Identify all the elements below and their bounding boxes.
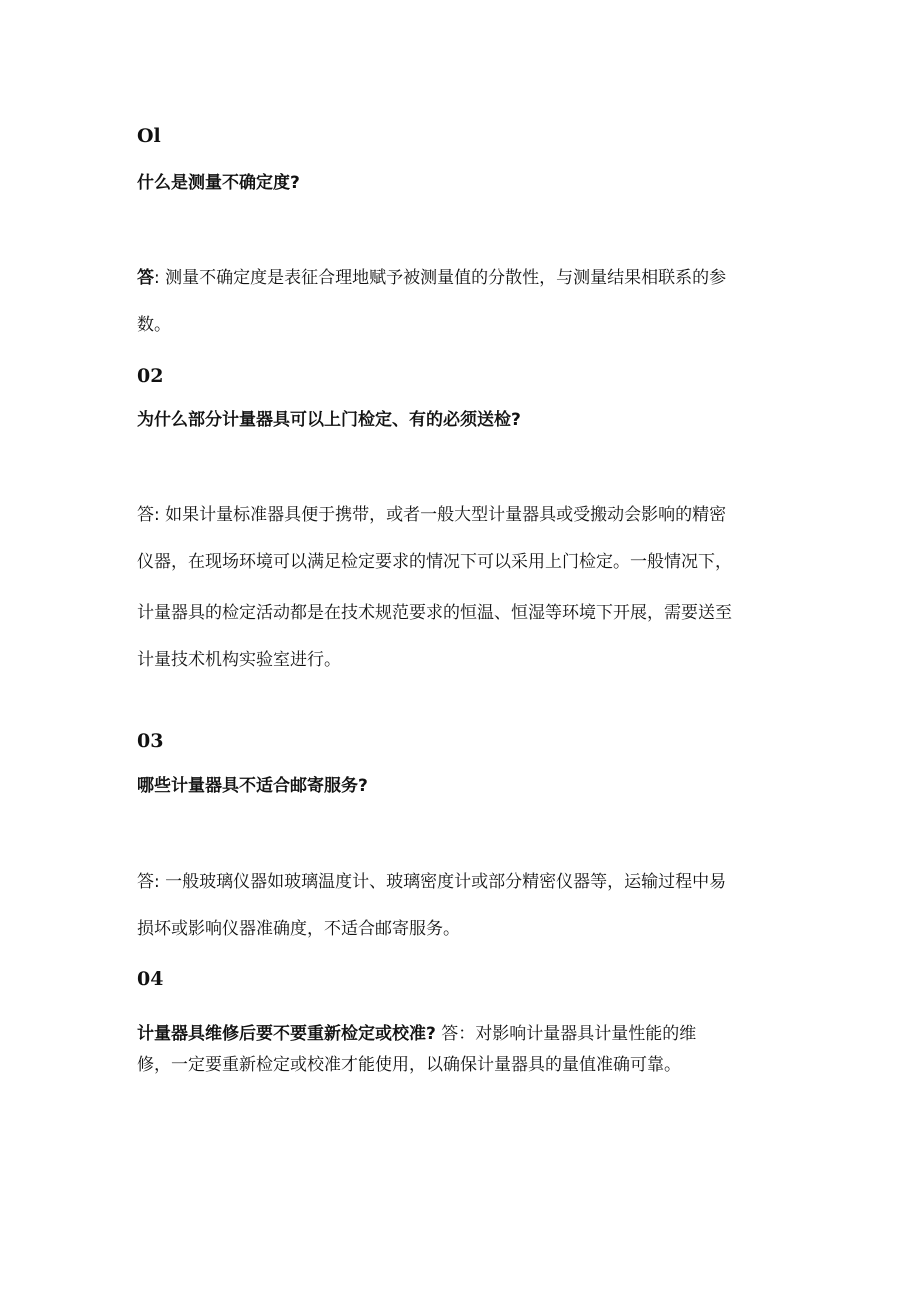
answer-line: 数。 (137, 315, 171, 335)
answer-line: 仪器，在现场环境可以满足检定要求的情况下可以采用上门检定。一般情况下， (137, 552, 732, 572)
question-heading: 计量器具维修后要不要重新检定或校准? (137, 1024, 436, 1044)
answer-text: 答：对影响计量器具计量性能的维 (435, 1024, 697, 1044)
item-number: Ol (137, 125, 161, 147)
answer-line (137, 266, 787, 290)
question-answer-line (137, 1022, 696, 1046)
item-number: 02 (137, 365, 164, 387)
answer-line: 修，一定要重新检定或校准才能使用，以确保计量器具的量值准确可靠。 (137, 1055, 681, 1075)
answer-line: 计量技术机构实验室进行。 (137, 650, 341, 670)
answer-label: 答 (137, 268, 154, 288)
answer-line: 答: 如果计量标准器具便于携带，或者一般大型计量器具或受搬动会影响的精密 (137, 505, 727, 525)
question-heading: 哪些计量器具不适合邮寄服务? (137, 776, 368, 796)
question-heading: 为什么部分计量器具可以上门检定、有的必须送检? (137, 410, 521, 430)
answer-text: : 测量不确定度是表征合理地赋予被测量值的分散性，与测量结果相联系的参 (154, 268, 727, 288)
answer-line: 损坏或影响仪器准确度，不适合邮寄服务。 (137, 919, 460, 939)
answer-line: 计量器具的检定活动都是在技术规范要求的恒温、恒湿等环境下开展，需要送至 (137, 603, 732, 623)
answer-line: 答: 一般玻璃仪器如玻璃温度计、玻璃密度计或部分精密仪器等，运输过程中易 (137, 872, 727, 892)
item-number: 04 (137, 968, 164, 990)
question-heading: 什么是测量不确定度? (137, 173, 300, 193)
item-number: 03 (137, 730, 164, 752)
